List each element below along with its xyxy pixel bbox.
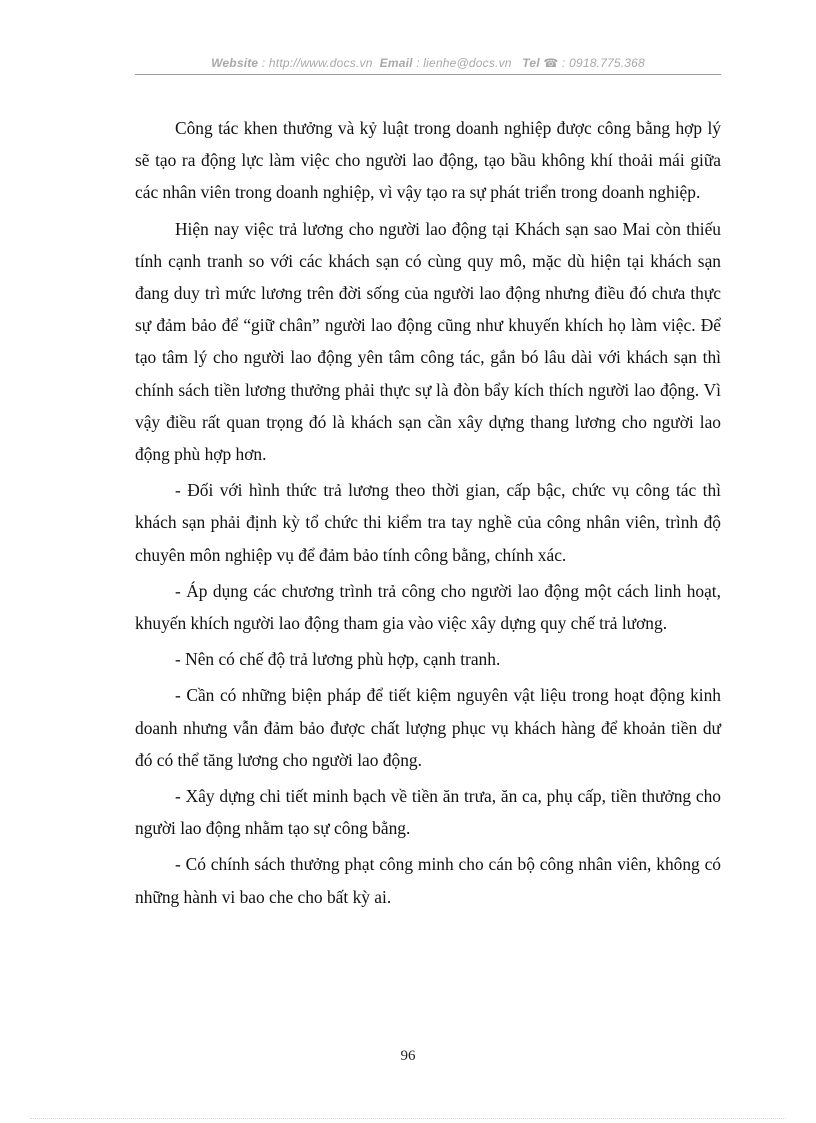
paragraph: Công tác khen thưởng và kỷ luật trong doanh nghiệp được công bằng hợp lý sẽ tạo ra động lực làm việc cho người lao động, tạo bầu không khí thoải mái giữa các nhân viên trong doanh nghiệp, vì vậy tạo ra sự phát triển trong doanh nghiệp.: [135, 118, 721, 203]
page-number: 96: [400, 1048, 416, 1064]
paragraph: - Nên có chế độ trả lương phù hợp, cạnh tranh.: [175, 649, 501, 670]
website-separator: :: [258, 56, 269, 70]
header-divider: [135, 74, 721, 75]
paragraph: - Cần có những biện pháp để tiết kiệm nguyên vật liệu trong hoạt động kinh doanh nhưng vẫn đảm bảo được chất lượng phục vụ khách hàng để khoản tiền dư đó có thể tăng lương cho người lao động.: [135, 685, 721, 770]
phone-icon: ☎: [543, 56, 559, 70]
tel-label: Tel: [522, 56, 540, 70]
website-url[interactable]: http://www.docs.vn: [268, 56, 373, 70]
paragraph: - Đối với hình thức trả lương theo thời gian, cấp bậc, chức vụ công tác thì khách sạn phải định kỳ tổ chức thi kiểm tra tay nghề của công nhân viên, trình độ chuyên môn nghiệp vụ để đảm bảo tính công bằng, chính xác.: [135, 480, 721, 565]
paragraph: - Xây dựng chi tiết minh bạch về tiền ăn trưa, ăn ca, phụ cấp, tiền thưởng cho người lao động nhằm tạo sự công bằng.: [135, 786, 721, 839]
paragraph: - Áp dụng các chương trình trả công cho người lao động một cách linh hoạt, khuyến khích người lao động tham gia vào việc xây dựng quy chế trả lương.: [135, 580, 721, 634]
tel-number: : 0918.775.368: [558, 56, 645, 70]
paragraph: - Có chính sách thưởng phạt công minh cho cán bộ công nhân viên, không có những hành vi bao che cho bất kỳ ai.: [135, 854, 721, 907]
email-label: Email: [379, 56, 413, 70]
paragraph: Hiện nay việc trả lương cho người lao động tại Khách sạn sao Mai còn thiếu tính cạnh tranh so với các khách sạn có cùng quy mô, mặc dù hiện tại khách sạn đang duy trì mức lương trên đời sống của người lao động nhưng điều đó chưa thực sự đảm bảo để “giữ chân” người lao động cũng như khuyến khích họ làm việc. Để tạo tâm lý cho người lao động yên tâm công tác, gắn bó lâu dài với khách sạn thì chính sách tiền lương thưởng phải thực sự là đòn bẩy kích thích người lao động. Vì vậy điều rất quan trọng đó là khách sạn cần xây dựng thang lương cho người lao động phù hợp hơn.: [135, 218, 721, 465]
website-label: Website: [211, 56, 259, 70]
page-header: [135, 56, 721, 70]
document-body: [135, 112, 721, 917]
footer-divider: [30, 1118, 786, 1119]
email-separator: :: [412, 56, 424, 70]
email-address[interactable]: lienhe@docs.vn: [423, 56, 512, 70]
